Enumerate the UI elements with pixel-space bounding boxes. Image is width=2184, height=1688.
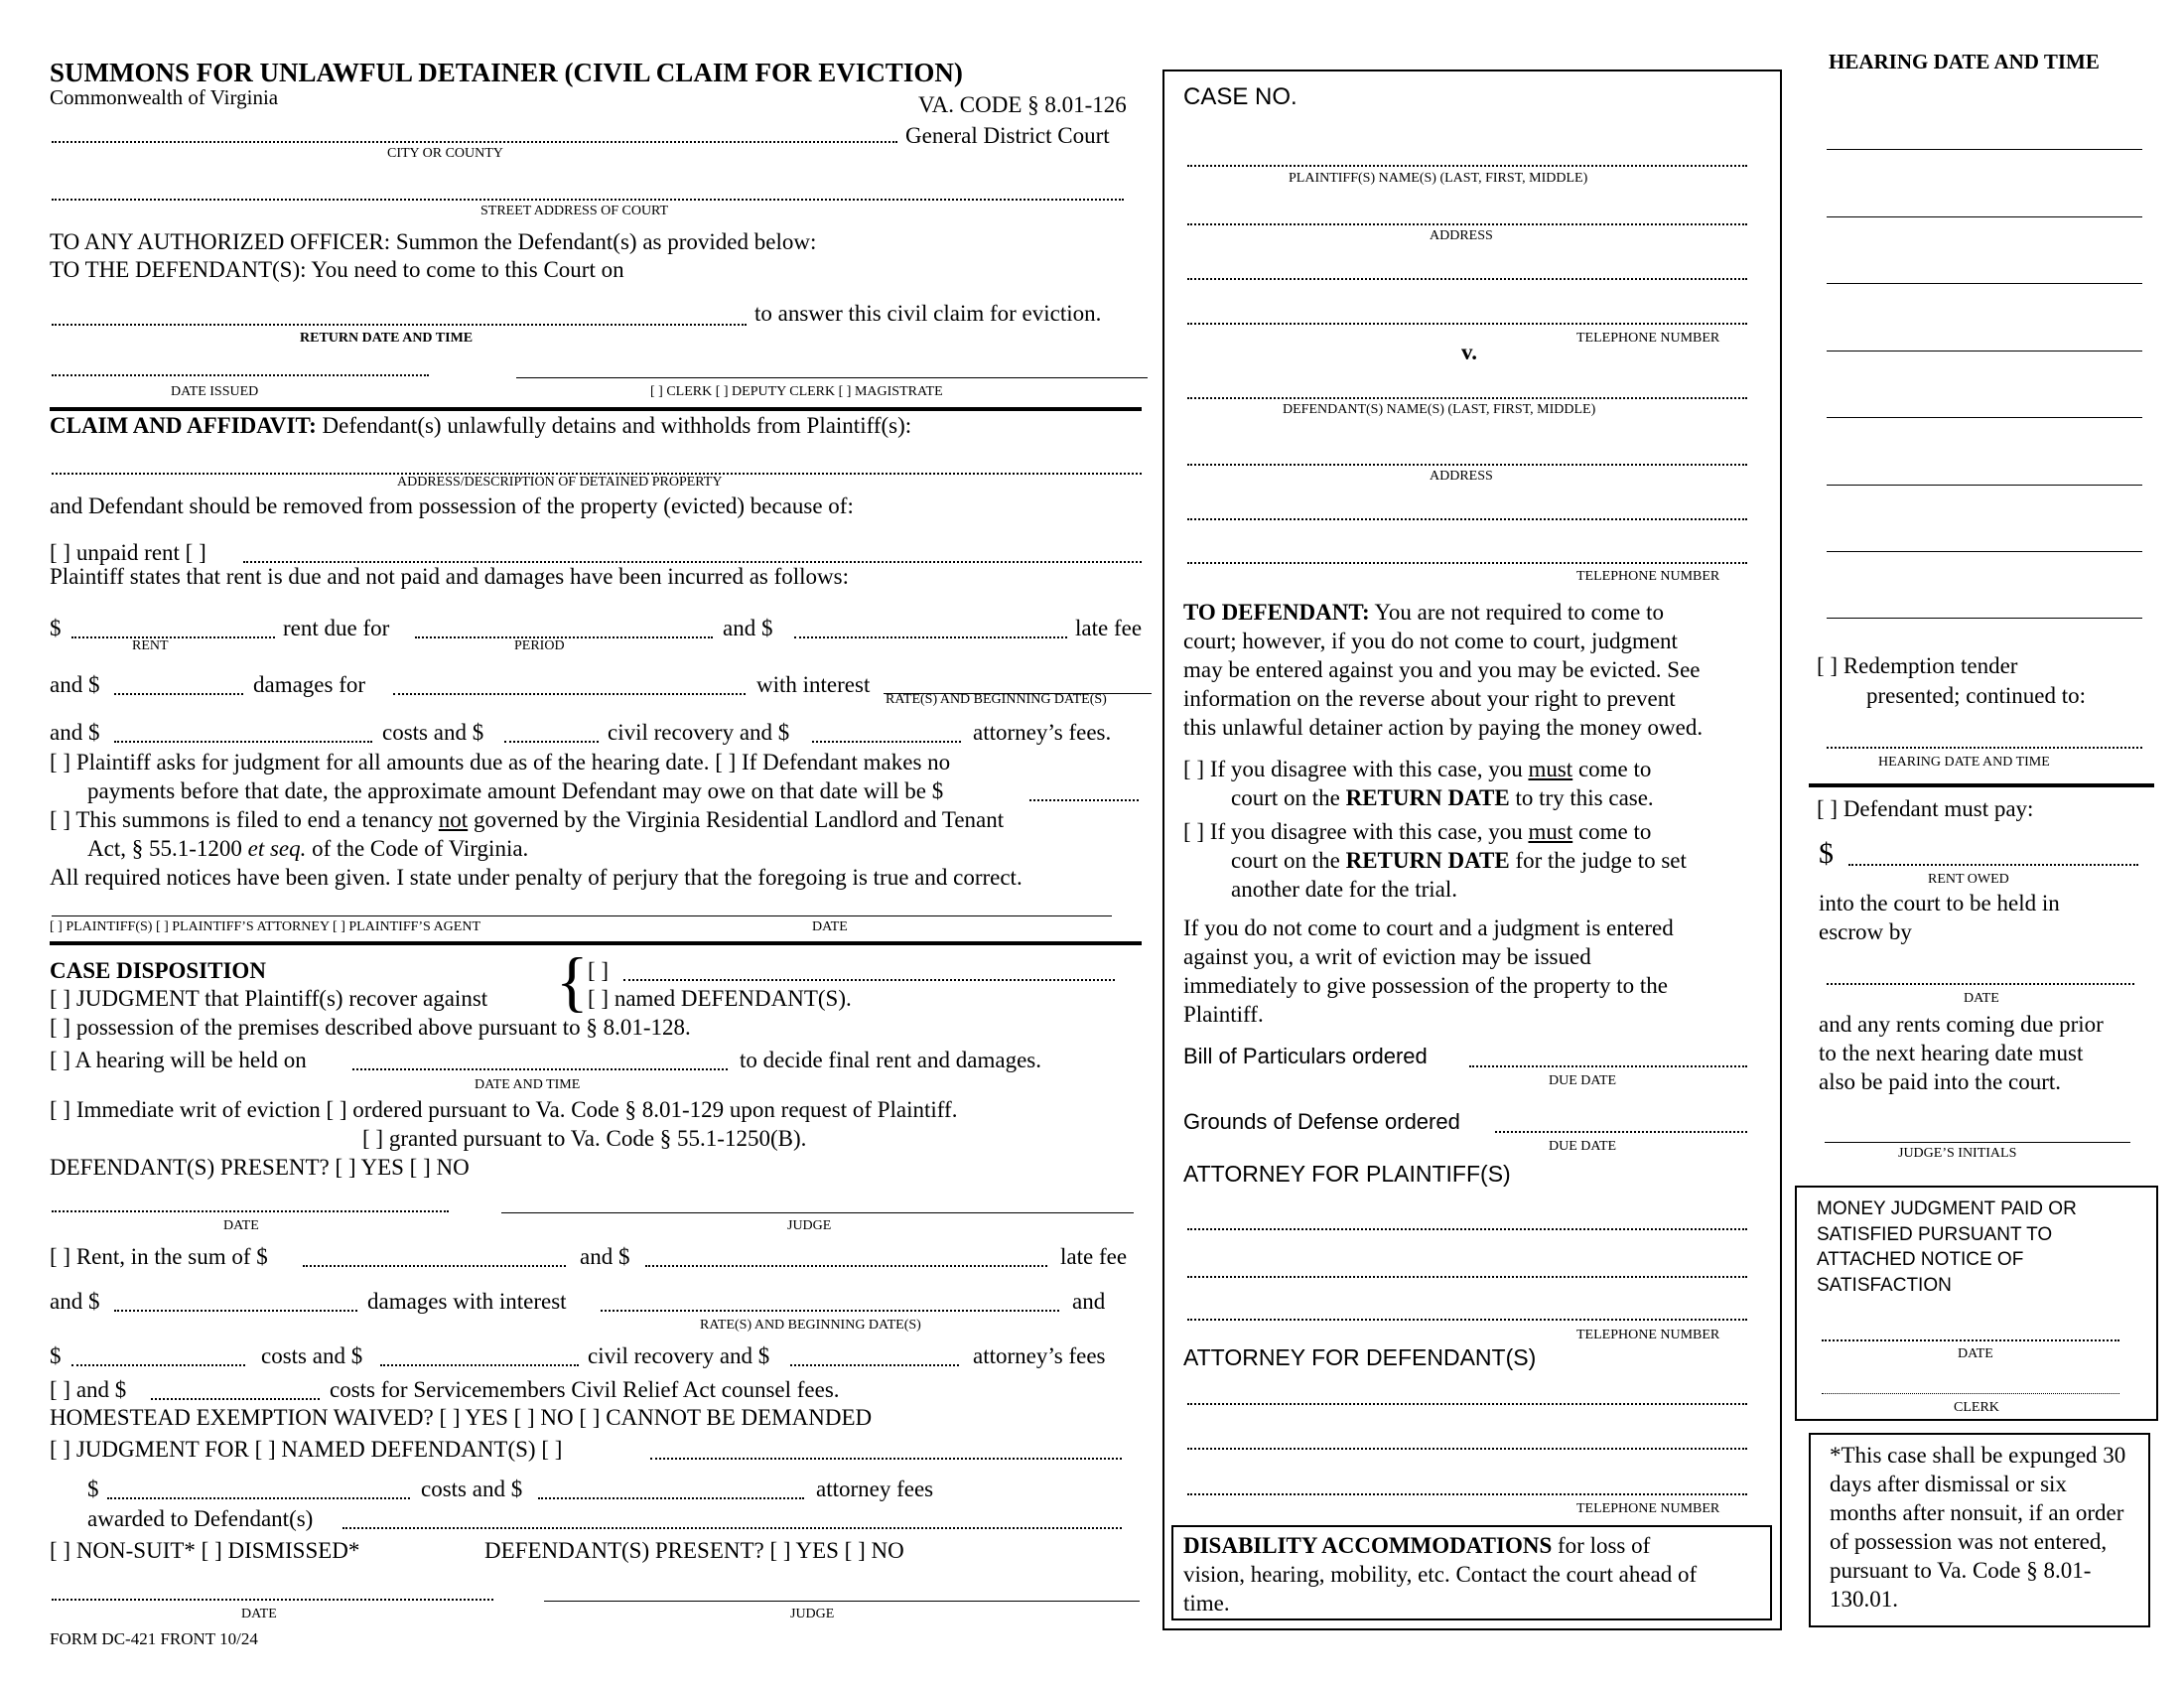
costs-and-2: costs and $	[261, 1343, 363, 1368]
rate-label-2: RATE(S) AND BEGINNING DATE(S)	[700, 1318, 921, 1333]
late-fee-text: late fee	[1075, 616, 1143, 640]
hearing-title: HEARING DATE AND TIME	[1829, 50, 2100, 73]
attorney-plaintiff-field-2[interactable]	[1187, 1276, 1747, 1278]
disagree2-b: come to	[1572, 819, 1652, 844]
tenancy-act-a: Act, § 55.1-1200	[87, 836, 248, 861]
rent-label: RENT	[132, 638, 169, 653]
expunge-notice: *This case shall be expunged 30 days after dismissal or six months after nonsuit, if an order of possession was not entered, pursuant to Va. Code § 8.01-130.01.	[1830, 1443, 2126, 1612]
rent-due-statement: Plaintiff states that rent is due and not paid and damages have been incurred as follows:	[50, 564, 849, 589]
grounds-due-date-field[interactable]	[1495, 1131, 1747, 1133]
judgment-against-field[interactable]	[623, 979, 1115, 981]
tenancy-option[interactable]	[50, 806, 1004, 834]
notice-line-2: court; however, if you do not come to court, judgment	[1183, 629, 1678, 653]
awarded-dollar: $	[87, 1477, 99, 1501]
attorney-fees-awarded: attorney fees	[816, 1477, 934, 1501]
awarded-field[interactable]	[342, 1527, 1122, 1529]
rate-label: RATE(S) AND BEGINNING DATE(S)	[886, 692, 1107, 707]
satisfaction-text: MONEY JUDGMENT PAID OR SATISFIED PURSUANT TO ATTACHED NOTICE OF SATISFACTION	[1817, 1198, 2077, 1296]
damages-field-2[interactable]	[114, 1310, 357, 1312]
return-date-2: RETURN DATE	[1345, 848, 1510, 873]
plaintiff-address-field[interactable]	[1187, 223, 1747, 225]
disagree1-b: come to	[1572, 757, 1652, 781]
tenancy-act	[87, 835, 528, 863]
date-issued-label: DATE ISSUED	[171, 384, 259, 399]
case-no-label: CASE NO.	[1183, 83, 1297, 110]
nonsuit-dismissed[interactable]: [ ] NON-SUIT* [ ] DISMISSED*	[50, 1538, 360, 1563]
disagree-option-1[interactable]	[1183, 756, 1651, 783]
officer-instruction: TO ANY AUTHORIZED OFFICER: Summon the Defendant(s) as provided below:	[50, 229, 817, 254]
va-code: VA. CODE § 8.01-126	[918, 92, 1127, 117]
dismissal-date-label: DATE	[241, 1607, 277, 1621]
escrow-date-label: DATE	[1964, 991, 1999, 1006]
costs-dollar: $	[50, 1343, 62, 1368]
satisfaction-date-field[interactable]	[1822, 1339, 2119, 1341]
attorney-plaintiff-phone-field[interactable]	[1187, 1319, 1747, 1321]
disagree-option-2[interactable]	[1183, 818, 1651, 846]
redemption-option[interactable]: [ ] Redemption tender	[1817, 653, 2018, 678]
final-rent-text: to decide final rent and damages.	[740, 1048, 1041, 1072]
writ-line-2: against you, a writ of eviction may be issued	[1183, 944, 1591, 969]
civil-recovery-text: civil recovery and $	[608, 720, 790, 745]
claim-heading-text: Defendant(s) unlawfully detains and withholds from Plaintiff(s):	[322, 413, 912, 438]
notice-line-3: may be entered against you and you may be evicted. See	[1183, 657, 1701, 682]
costs-field-2[interactable]	[71, 1364, 245, 1366]
plaintiff-address-label: ADDRESS	[1430, 228, 1493, 243]
attorney-plaintiff-label: ATTORNEY FOR PLAINTIFF(S)	[1183, 1161, 1511, 1187]
costs-and-text: costs and $	[382, 720, 484, 745]
disagree2-c: court on the	[1231, 848, 1346, 873]
form-id: FORM DC-421 FRONT 10/24	[50, 1629, 258, 1648]
attorney-fees-field-2[interactable]	[790, 1364, 959, 1366]
disability-a: for loss of	[1552, 1533, 1651, 1558]
disagree2-d: for the judge to set	[1509, 848, 1687, 873]
judge-signature-line-2[interactable]	[544, 1601, 1140, 1602]
tenancy-text-a: [ ] This summons is filed to end a tenancy	[50, 807, 439, 832]
tenancy-not: not	[438, 807, 469, 832]
judge-label: JUDGE	[787, 1218, 832, 1233]
and-word: and	[1072, 1289, 1106, 1314]
with-interest-text: with interest	[756, 672, 871, 697]
disagree1-c: court on the	[1231, 785, 1346, 810]
to-defendant-heading: TO DEFENDANT:	[1183, 600, 1370, 625]
homestead-waived[interactable]: HOMESTEAD EXEMPTION WAIVED? [ ] YES [ ] NO [ ] CANNOT BE DEMANDED	[50, 1405, 873, 1430]
rents-line-1: and any rents coming due prior	[1819, 1012, 2104, 1037]
rent-sum-option[interactable]: [ ] Rent, in the sum of $	[50, 1244, 268, 1269]
tenancy-act-em: et seq.	[247, 836, 307, 861]
awarded-costs-field[interactable]	[107, 1497, 410, 1499]
defendant-instruction: TO THE DEFENDANT(S): You need to come to this Court on	[50, 257, 624, 282]
bill-of-particulars: Bill of Particulars ordered	[1183, 1044, 1428, 1068]
disposition-heading: CASE DISPOSITION	[50, 958, 266, 983]
damages-and: and $	[50, 672, 100, 697]
rent-due-for-text: rent due for	[283, 616, 390, 640]
late-fee-and: and $	[723, 616, 773, 640]
judgment-option-2[interactable]: [ ] named DEFENDANT(S).	[588, 986, 852, 1011]
answer-text: to answer this civil claim for eviction.	[754, 301, 1102, 326]
civil-recovery-field-2[interactable]	[380, 1364, 579, 1366]
plaintiff-date-label: DATE	[812, 919, 848, 934]
court-street-label: STREET ADDRESS OF COURT	[480, 204, 669, 218]
removed-text: and Defendant should be removed from possession of the property (evicted) because of:	[50, 493, 854, 518]
civil-recovery-field[interactable]	[504, 741, 599, 743]
grounds-due-date-label: DUE DATE	[1549, 1139, 1617, 1154]
rent-amount-field[interactable]	[71, 636, 275, 638]
notice-line-5: this unlawful detainer action by paying the money owed.	[1183, 715, 1704, 740]
damages-for-field[interactable]	[393, 693, 746, 695]
disagree2-a: [ ] If you disagree with this case, you	[1183, 819, 1529, 844]
hearing-line-8[interactable]	[1827, 618, 2142, 619]
defendant-telephone-field[interactable]	[1187, 562, 1747, 564]
to-defendant-row	[1183, 599, 1664, 627]
tenancy-act-b: of the Code of Virginia.	[306, 836, 529, 861]
satisfaction-clerk-field[interactable]	[1822, 1393, 2119, 1394]
hearing-line-1[interactable]	[1827, 149, 2142, 150]
section-divider	[50, 407, 1142, 411]
attorney-defendant-field-2[interactable]	[1187, 1448, 1747, 1450]
date-issued-field[interactable]	[52, 374, 429, 376]
plaintiff-signature-line[interactable]	[52, 915, 1112, 916]
return-date-1: RETURN DATE	[1345, 785, 1510, 810]
court-street-field[interactable]	[52, 199, 1124, 201]
grounds-of-defense: Grounds of Defense ordered	[1183, 1109, 1460, 1134]
judge-initials-label: JUDGE’S INITIALS	[1898, 1146, 2017, 1161]
attorney-plaintiff-phone-label: TELEPHONE NUMBER	[1576, 1328, 1720, 1342]
disagree-2-line-2	[1231, 847, 1687, 875]
rents-line-3: also be paid into the court.	[1819, 1069, 2061, 1094]
hearing-line-6[interactable]	[1827, 485, 2142, 486]
costs-and: and $	[50, 720, 100, 745]
plaintiff-name-field[interactable]	[1187, 165, 1747, 167]
writ-option[interactable]: [ ] Immediate writ of eviction [ ] ordered pursuant to Va. Code § 8.01-129 upon request of Plaintiff.	[50, 1097, 958, 1122]
costs-field[interactable]	[114, 741, 372, 743]
hearing-option[interactable]: [ ] A hearing will be held on	[50, 1048, 307, 1072]
redemption-continued: presented; continued to:	[1866, 683, 2086, 708]
satisfaction-date-label: DATE	[1958, 1346, 1993, 1361]
judge-signature-line[interactable]	[501, 1212, 1134, 1213]
rent-dollar: $	[50, 616, 62, 640]
writ-line-1: If you do not come to court and a judgment is entered	[1183, 915, 1674, 940]
brace: {	[556, 943, 589, 1019]
rents-line-2: to the next hearing date must	[1819, 1041, 2084, 1065]
damages-for-text: damages for	[253, 672, 366, 697]
disability-line-3: time.	[1183, 1591, 1230, 1616]
late-fee-text-2: late fee	[1060, 1244, 1128, 1269]
damages-and-2: and $	[50, 1289, 100, 1314]
claim-heading-row	[50, 412, 911, 440]
attorney-defendant-field[interactable]	[1187, 1403, 1747, 1405]
satisfaction-clerk-label: CLERK	[1954, 1400, 1999, 1415]
disposition-date-label: DATE	[223, 1218, 259, 1233]
date-time-label: DATE AND TIME	[475, 1077, 581, 1092]
city-county-field[interactable]	[52, 141, 897, 143]
attorney-plaintiff-field[interactable]	[1187, 1228, 1747, 1230]
defendant-address-label: ADDRESS	[1430, 469, 1493, 484]
escrow-line-1: into the court to be held in	[1819, 891, 2060, 915]
hearing-line-7[interactable]	[1827, 551, 2142, 552]
judgment-for-field[interactable]	[650, 1458, 1122, 1460]
scra-text: costs for Servicemembers Civil Relief Act counsel fees.	[330, 1377, 840, 1402]
defendant-address-field[interactable]	[1187, 464, 1747, 466]
court-name: General District Court	[905, 123, 1110, 148]
form-title: SUMMONS FOR UNLAWFUL DETAINER (CIVIL CLAIM FOR EVICTION)	[50, 58, 963, 87]
awarded-costs-text: costs and $	[421, 1477, 523, 1501]
awarded-fees-field[interactable]	[538, 1497, 804, 1499]
judgment-for-option[interactable]: [ ] JUDGMENT FOR [ ] NAMED DEFENDANT(S) [ ]	[50, 1437, 563, 1462]
period-label: PERIOD	[514, 638, 565, 653]
plaintiff-roles[interactable]: [ ] PLAINTIFF(S) [ ] PLAINTIFF’S ATTORNEY [ ] PLAINTIFF’S AGENT	[50, 919, 480, 934]
continued-date-label: HEARING DATE AND TIME	[1878, 755, 2050, 770]
attorney-defendant-label: ATTORNEY FOR DEFENDANT(S)	[1183, 1344, 1537, 1370]
defendant-telephone-label: TELEPHONE NUMBER	[1576, 569, 1720, 584]
disability-line-1	[1183, 1532, 1650, 1560]
hearing-date-field[interactable]	[352, 1068, 728, 1070]
judgment-option-1[interactable]: [ ]	[588, 958, 610, 983]
plaintiff-address-field-2[interactable]	[1187, 278, 1747, 280]
rent-owed-dollar: $	[1819, 837, 1834, 870]
return-date-label: RETURN DATE AND TIME	[300, 331, 474, 346]
hearing-line-4[interactable]	[1827, 351, 2142, 352]
late-fee-field-2[interactable]	[645, 1265, 1047, 1267]
hearing-line-3[interactable]	[1827, 283, 2142, 284]
dismissal-date-field[interactable]	[52, 1599, 493, 1601]
clerk-roles[interactable]: [ ] CLERK [ ] DEPUTY CLERK [ ] MAGISTRATE	[650, 384, 943, 399]
unpaid-rent-option[interactable]: [ ] unpaid rent [ ]	[50, 540, 206, 565]
defendant-present[interactable]: DEFENDANT(S) PRESENT? [ ] YES [ ] NO	[50, 1155, 470, 1180]
escrow-date-field[interactable]	[1827, 983, 2134, 985]
approx-amount-field[interactable]	[1029, 799, 1139, 801]
hearing-line-5[interactable]	[1827, 417, 2142, 418]
perjury-statement: All required notices have been given. I state under penalty of perjury that the foregoing is true and correct.	[50, 865, 1023, 890]
judge-initials-line[interactable]	[1825, 1142, 2130, 1143]
bill-due-date-field[interactable]	[1469, 1065, 1747, 1067]
disagree-2-line-3: another date for the trial.	[1231, 877, 1457, 902]
escrow-line-2: escrow by	[1819, 919, 1912, 944]
interest-field-2[interactable]	[601, 1310, 1059, 1312]
rent-sum-field[interactable]	[303, 1265, 566, 1267]
damages-interest-text: damages with interest	[367, 1289, 567, 1314]
attorney-fees-text: attorney’s fees.	[973, 720, 1112, 745]
judgment-request[interactable]: [ ] Plaintiff asks for judgment for all amounts due as of the hearing date. [ ] If Defendant makes no	[50, 750, 951, 774]
attorney-defendant-phone-label: TELEPHONE NUMBER	[1576, 1501, 1720, 1516]
must-pay-option[interactable]: [ ] Defendant must pay:	[1817, 796, 2034, 821]
defendant-name-field[interactable]	[1187, 397, 1747, 399]
late-fee-and-2: and $	[580, 1244, 630, 1269]
defendant-present-2[interactable]: DEFENDANT(S) PRESENT? [ ] YES [ ] NO	[484, 1538, 904, 1563]
disability-line-2: vision, hearing, mobility, etc. Contact the court ahead of	[1183, 1562, 1698, 1587]
late-fee-field[interactable]	[794, 636, 1067, 638]
jurisdiction: Commonwealth of Virginia	[50, 85, 279, 109]
notice-line-1: You are not required to come to	[1374, 600, 1665, 625]
disagree1-d: to try this case.	[1509, 785, 1654, 810]
return-date-field[interactable]	[52, 324, 747, 326]
hearing-divider	[1809, 783, 2154, 787]
plaintiff-name-label: PLAINTIFF(S) NAME(S) (LAST, FIRST, MIDDLE)	[1289, 171, 1588, 186]
bill-due-date-label: DUE DATE	[1549, 1073, 1617, 1088]
rent-owed-field[interactable]	[1848, 864, 2138, 866]
continued-date-field[interactable]	[1827, 747, 2142, 749]
plaintiff-telephone-label: TELEPHONE NUMBER	[1576, 331, 1720, 346]
disability-heading: DISABILITY ACCOMMODATIONS	[1183, 1533, 1553, 1558]
writ-line-4: Plaintiff.	[1183, 1002, 1264, 1027]
disposition-date-field[interactable]	[52, 1210, 449, 1212]
tenancy-text-b: governed by the Virginia Residential Landlord and Tenant	[468, 807, 1005, 832]
scra-field[interactable]	[151, 1398, 320, 1400]
city-county-label: CITY OR COUNTY	[387, 146, 503, 161]
attorney-fees-text-2: attorney’s fees	[973, 1343, 1106, 1368]
attorney-fees-field[interactable]	[812, 741, 961, 743]
damages-amount-field[interactable]	[114, 693, 243, 695]
notice-line-4: information on the reverse about your right to prevent	[1183, 686, 1676, 711]
disagree1-a: [ ] If you disagree with this case, you	[1183, 757, 1529, 781]
clerk-signature-line[interactable]	[516, 377, 1148, 378]
attorney-defendant-phone-field[interactable]	[1187, 1493, 1747, 1495]
plaintiff-telephone-field[interactable]	[1187, 323, 1747, 325]
possession-option[interactable]: [ ] possession of the premises described above pursuant to § 8.01-128.	[50, 1015, 691, 1040]
judgment-against[interactable]: [ ] JUDGMENT that Plaintiff(s) recover against	[50, 986, 488, 1011]
approx-amount-text: payments before that date, the approximate amount Defendant may owe on that date will be $	[87, 778, 944, 803]
must-1: must	[1528, 757, 1573, 781]
versus: v.	[1461, 340, 1477, 364]
civil-recovery-text-2: civil recovery and $	[588, 1343, 770, 1368]
writ-line-3: immediately to give possession of the property to the	[1183, 973, 1669, 998]
awarded-text: awarded to Defendant(s)	[87, 1506, 314, 1531]
disagree-1-line-2	[1231, 784, 1654, 812]
must-2: must	[1528, 819, 1573, 844]
claim-heading: CLAIM AND AFFIDAVIT:	[50, 413, 317, 438]
judge-label-2: JUDGE	[790, 1607, 835, 1621]
scra-option[interactable]: [ ] and $	[50, 1377, 127, 1402]
rent-owed-label: RENT OWED	[1928, 872, 2009, 887]
property-label: ADDRESS/DESCRIPTION OF DETAINED PROPERTY	[397, 475, 723, 490]
section-divider	[50, 941, 1142, 945]
defendant-name-label: DEFENDANT(S) NAME(S) (LAST, FIRST, MIDDLE)	[1283, 402, 1596, 417]
hearing-line-2[interactable]	[1827, 216, 2142, 217]
defendant-address-field-2[interactable]	[1187, 518, 1747, 520]
granted-option[interactable]: [ ] granted pursuant to Va. Code § 55.1-1250(B).	[362, 1126, 807, 1151]
